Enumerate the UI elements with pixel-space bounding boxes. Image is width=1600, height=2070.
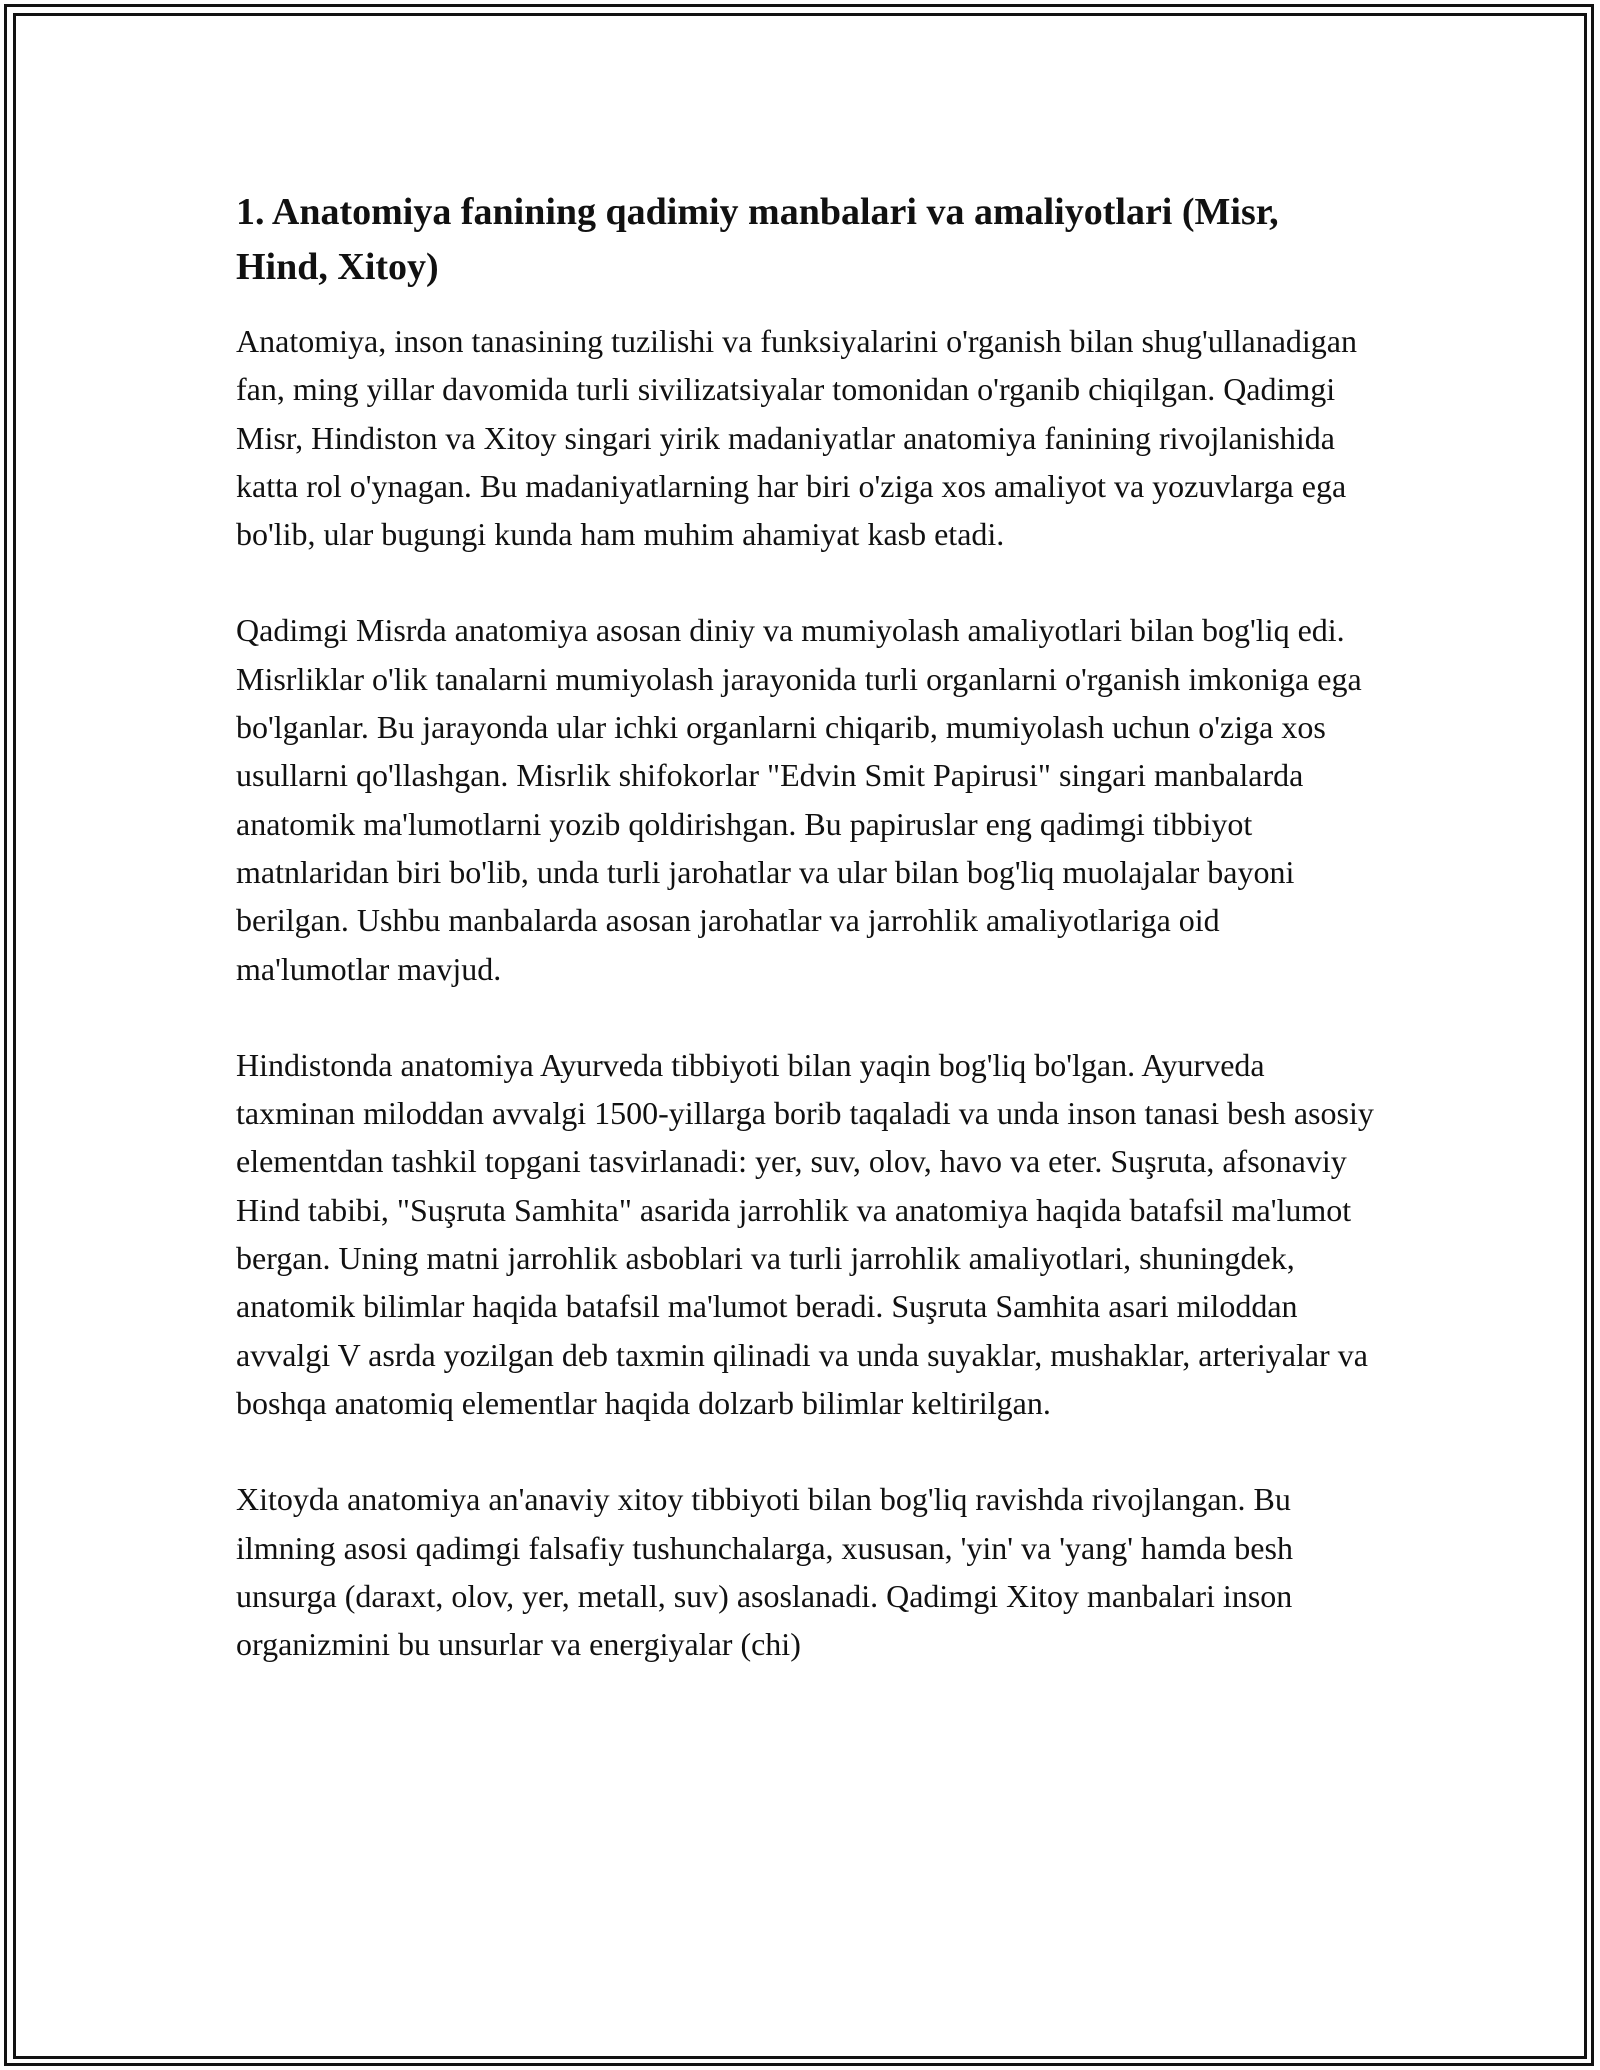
document-body [236, 185, 1376, 1668]
section-title: 1. Anatomiya fanining qadimiy manbalari va amaliyotlari (Misr, Hind, Xitoy) [236, 191, 1279, 288]
paragraph-egypt: Qadimgi Misrda anatomiya asosan diniy va mumiyolash amaliyotlari bilan bog'liq edi. Misrliklar o'lik tanalarni mumiyolash jarayonida turli organlarni o'rganish imkoniga ega bo'lganlar. Bu jarayonda ular ichki organlarni chiqarib, mumiyolash uchun o'ziga xos usullarni qo'llashgan. Misrlik shifokorlar "Edvin Smit Papirusi" singari manbalarda anatomik ma'lumotlarni yozib qoldirishgan. Bu papiruslar eng qadimgi tibbiyot matnlaridan biri bo'lib, unda turli jarohatlar va ular bilan bog'liq muolajalar bayoni berilgan. Ushbu manbalarda asosan jarohatlar va jarrohlik amaliyotlariga oid ma'lumotlar mavjud. [236, 612, 1362, 987]
paragraph-india: Hindistonda anatomiya Ayurveda tibbiyoti bilan yaqin bog'liq bo'lgan. Ayurveda taxminan miloddan avvalgi 1500-yillarga borib taqaladi va unda inson tanasi besh asosiy elementdan tashkil topgani tasvirlanadi: yer, suv, olov, havo va eter. Suşruta, afsonaviy Hind tabibi, "Suşruta Samhita" asarida jarrohlik va anatomiya haqida batafsil ma'lumot bergan. Uning matni jarrohlik asboblari va turli jarrohlik amaliyotlari, shuningdek, anatomik bilimlar haqida batafsil ma'lumot beradi. Suşruta Samhita asari miloddan avvalgi V asrda yozilgan deb taxmin qilinadi va unda suyaklar, mushaklar, arteriyalar va boshqa anatomiq elementlar haqida dolzarb bilimlar keltirilgan. [236, 1046, 1374, 1421]
paragraph-china: Xitoyda anatomiya an'anaviy xitoy tibbiyoti bilan bog'liq ravishda rivojlangan. Bu ilmning asosi qadimgi falsafiy tushunchalarga, xususan, 'yin' va 'yang' hamda besh unsurga (daraxt, olov, yer, metall, suv) asoslanadi. Qadimgi Xitoy manbalari inson organizmini bu unsurlar va energiyalar (chi) [236, 1481, 1293, 1663]
paragraph-intro: Anatomiya, inson tanasining tuzilishi va funksiyalarini o'rganish bilan shug'ullanadigan fan, ming yillar davomida turli sivilizatsiyalar tomonidan o'rganib chiqilgan. Qadimgi Misr, Hindiston va Xitoy singari yirik madaniyatlar anatomiya fanining rivojlanishida katta rol o'ynagan. Bu madaniyatlarning har biri o'ziga xos amaliyot va yozuvlarga ega bo'lib, ular bugungi kunda ham muhim ahamiyat kasb etadi. [236, 323, 1357, 553]
